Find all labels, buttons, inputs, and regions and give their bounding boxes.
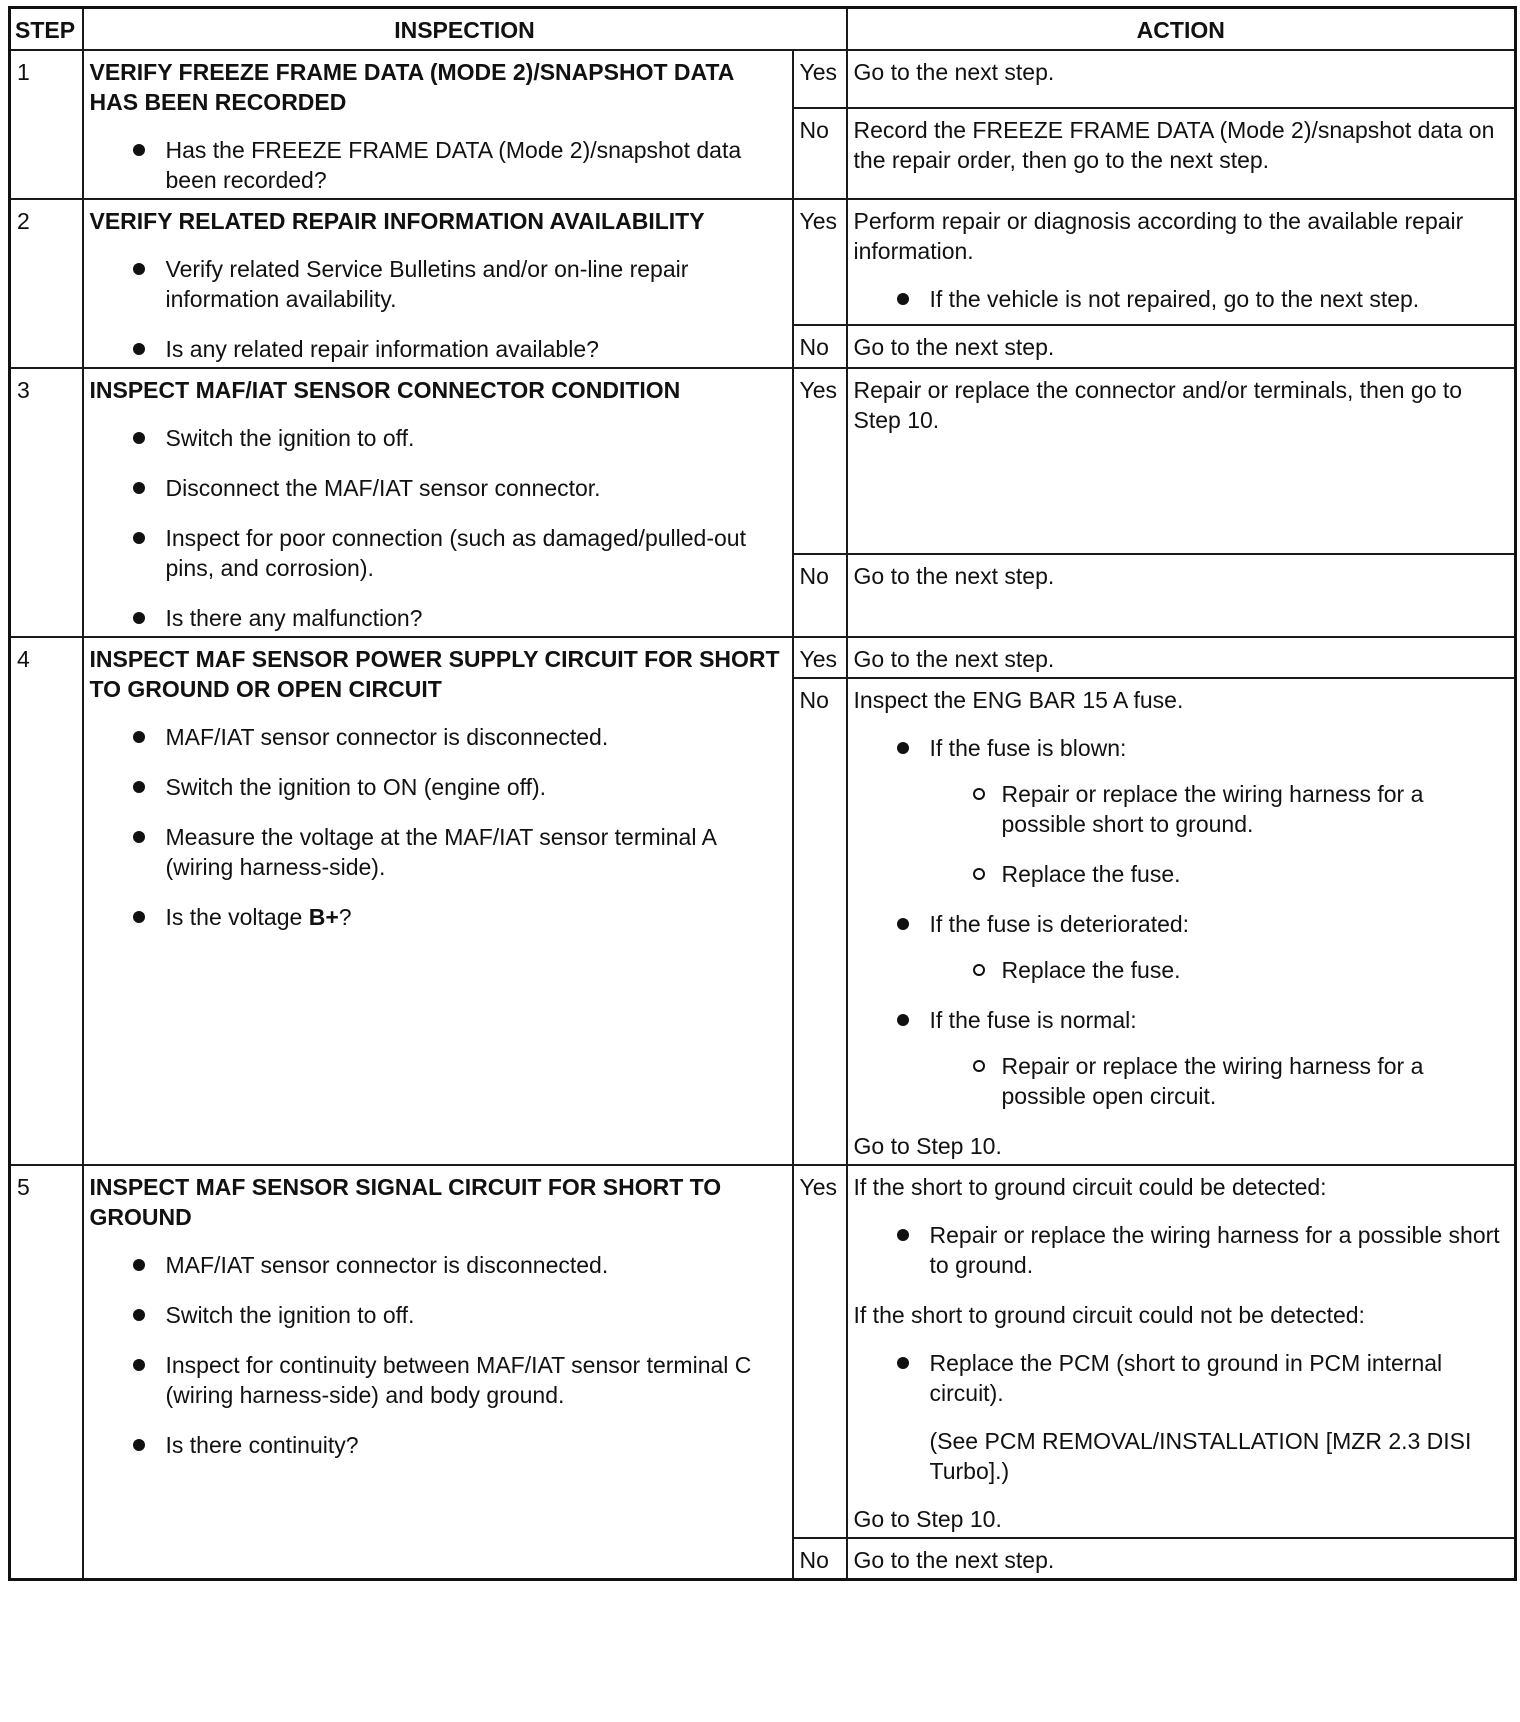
step-4-bullet-3: Measure the voltage at the MAF/IAT sensor terminal A (wiring harness-side). [90, 822, 786, 882]
step-2-bullet-2: Is any related repair information available? [90, 334, 786, 364]
step-4-no-end: Go to Step 10. [853, 1133, 1002, 1159]
step-5-yes-not-detected-bullet: Replace the PCM (short to ground in PCM internal circuit). [854, 1348, 1509, 1408]
step-3-number: 3 [10, 368, 83, 637]
step-5-yes-label: Yes [793, 1165, 847, 1538]
step-4-no-blown [854, 733, 1509, 889]
step-1-inspection [83, 50, 793, 199]
step-5-bullet-2: Switch the ignition to off. [90, 1300, 786, 1330]
header-inspection: INSPECTION [83, 8, 847, 51]
step-3-title: INSPECT MAF/IAT SENSOR CONNECTOR CONDITION [89, 377, 681, 403]
step-3-bullet-1: Switch the ignition to off. [90, 423, 786, 453]
step-4-no-intro: Inspect the ENG BAR 15 A fuse. [853, 687, 1184, 713]
step-2-inspection [83, 199, 793, 368]
step-5-inspection [83, 1165, 793, 1580]
step-2-bullet-1: Verify related Service Bulletins and/or on-line repair information availability. [90, 254, 786, 314]
step-1-no-action: Record the FREEZE FRAME DATA (Mode 2)/snapshot data on the repair order, then go to the next step. [847, 108, 1516, 199]
step-4-no-deteriorated-label: If the fuse is deteriorated: [929, 911, 1190, 937]
step-3-yes-action: Repair or replace the connector and/or terminals, then go to Step 10. [847, 368, 1516, 554]
step-5-row-yes [10, 1165, 1516, 1538]
step-4-yes-label: Yes [793, 637, 847, 678]
step-2-no-action: Go to the next step. [847, 325, 1516, 368]
step-4-no-label: No [793, 678, 847, 1165]
step-4-no-normal-sub-1: Repair or replace the wiring harness for a possible open circuit. [930, 1051, 1509, 1111]
step-2-yes-label: Yes [793, 199, 847, 325]
step-4-title: INSPECT MAF SENSOR POWER SUPPLY CIRCUIT FOR SHORT TO GROUND OR OPEN CIRCUIT [89, 646, 780, 702]
step-2-row-yes [10, 199, 1516, 325]
step-4-no-normal-label: If the fuse is normal: [929, 1007, 1137, 1033]
step-5-yes-detected-bullet: Repair or replace the wiring harness for a possible short to ground. [854, 1220, 1509, 1280]
step-1-yes-action: Go to the next step. [847, 50, 1516, 108]
step-1-yes-label: Yes [793, 50, 847, 108]
step-4-no-blown-sub-1: Repair or replace the wiring harness for a possible short to ground. [930, 779, 1509, 839]
step-4-bullet-2: Switch the ignition to ON (engine off). [90, 772, 786, 802]
step-1-no-label: No [793, 108, 847, 199]
step-4-bullet-4 [90, 902, 786, 932]
header-step: STEP [10, 8, 83, 51]
step-5-no-action: Go to the next step. [847, 1538, 1516, 1580]
step-3-bullet-2: Disconnect the MAF/IAT sensor connector. [90, 473, 786, 503]
step-4-no-action [847, 678, 1516, 1165]
step-3-bullet-4: Is there any malfunction? [90, 603, 786, 633]
step-4-row-yes [10, 637, 1516, 678]
step-4-no-normal [854, 1005, 1509, 1111]
step-3-no-action: Go to the next step. [847, 554, 1516, 637]
step-4-no-blown-sub-2: Replace the fuse. [930, 859, 1509, 889]
step-4-bullet-4-pre: Is the voltage [165, 904, 309, 930]
step-4-bullet-4-bold: B+ [308, 904, 339, 930]
step-3-row-yes [10, 368, 1516, 554]
step-5-yes-action [847, 1165, 1516, 1538]
step-2-title: VERIFY RELATED REPAIR INFORMATION AVAILABILITY [89, 208, 705, 234]
step-2-yes-text: Perform repair or diagnosis according to the available repair information. [853, 208, 1464, 264]
step-5-number: 5 [10, 1165, 83, 1580]
step-5-title: INSPECT MAF SENSOR SIGNAL CIRCUIT FOR SHORT TO GROUND [89, 1174, 722, 1230]
step-2-no-label: No [793, 325, 847, 368]
step-5-yes-not-detected: If the short to ground circuit could not be detected: [853, 1302, 1365, 1328]
step-4-inspection [83, 637, 793, 1165]
step-3-no-label: No [793, 554, 847, 637]
step-1-title: VERIFY FREEZE FRAME DATA (MODE 2)/SNAPSHOT DATA HAS BEEN RECORDED [89, 59, 734, 115]
step-5-bullet-1: MAF/IAT sensor connector is disconnected. [90, 1250, 786, 1280]
step-3-yes-label: Yes [793, 368, 847, 554]
step-5-no-label: No [793, 1538, 847, 1580]
step-4-no-deteriorated [854, 909, 1509, 985]
diagnostic-table [8, 6, 1517, 1581]
step-2-number: 2 [10, 199, 83, 368]
step-5-yes-detected: If the short to ground circuit could be detected: [853, 1174, 1327, 1200]
step-5-yes-see-reference: (See PCM REMOVAL/INSTALLATION [MZR 2.3 DISI Turbo].) [929, 1428, 1472, 1484]
step-2-yes-bullet: If the vehicle is not repaired, go to the next step. [854, 284, 1509, 314]
step-3-bullet-3: Inspect for poor connection (such as damaged/pulled-out pins, and corrosion). [90, 523, 786, 583]
step-4-bullet-1: MAF/IAT sensor connector is disconnected. [90, 722, 786, 752]
step-4-yes-action: Go to the next step. [847, 637, 1516, 678]
step-4-number: 4 [10, 637, 83, 1165]
step-3-inspection [83, 368, 793, 637]
step-1-number: 1 [10, 50, 83, 199]
step-2-yes-action [847, 199, 1516, 325]
step-1-row-yes [10, 50, 1516, 108]
step-5-bullet-3: Inspect for continuity between MAF/IAT sensor terminal C (wiring harness-side) and body ground. [90, 1350, 786, 1410]
step-5-bullet-4: Is there continuity? [90, 1430, 786, 1460]
step-5-yes-end: Go to Step 10. [853, 1506, 1002, 1532]
step-4-no-deteriorated-sub-1: Replace the fuse. [930, 955, 1509, 985]
step-4-bullet-4-post: ? [338, 904, 352, 930]
header-action: ACTION [847, 8, 1516, 51]
table-header-row [10, 8, 1516, 51]
step-4-no-blown-label: If the fuse is blown: [929, 735, 1127, 761]
step-1-bullet-1: Has the FREEZE FRAME DATA (Mode 2)/snapshot data been recorded? [90, 135, 786, 195]
diagnostic-table-container [8, 6, 1514, 1581]
